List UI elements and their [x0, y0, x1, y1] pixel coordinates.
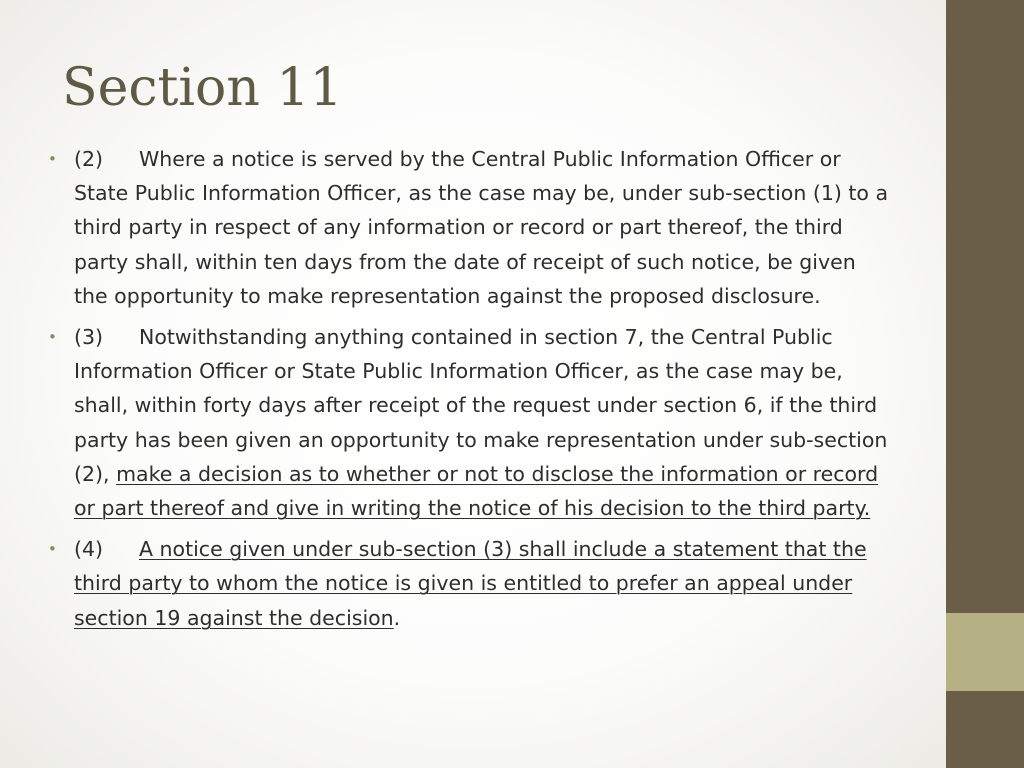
- bullet-dot-icon: •: [48, 328, 57, 347]
- clause-underlined-text: make a decision as to whether or not to disclose the information or record or part thereof and give in writing the notice of his decision to the third party.: [74, 461, 879, 521]
- clause-tail-text: .: [393, 605, 401, 630]
- clause-text: Where a notice is served by the Central Public Information Officer or State Public Information Officer, as the case may be, under sub-section (1) to a third party in respect of any information or record or part thereof, the third party shall, within ten days from the date of receipt of such notice, be given the opportunity to make representation against the proposed disclosure.: [74, 147, 889, 308]
- bullet-item: [48, 142, 894, 313]
- clause-text: Notwithstanding anything contained in section 7, the Central Public Information Officer or State Public Information Officer, as the case may be, shall, within forty days after receipt of the request under section 6, if the third party has been given an opportunity to make representation under sub-section (2),: [74, 325, 888, 486]
- clause-underlined-text: A notice given under sub-section (3) shall include a statement that the third party to whom the notice is given is entitled to prefer an appeal under section 19 against the decision: [74, 537, 867, 630]
- bullet-item: [48, 320, 894, 525]
- slide-title: Section 11: [62, 58, 343, 118]
- sidebar-decoration: [946, 0, 1024, 768]
- clause-number: (2): [74, 147, 104, 171]
- bullet-dot-icon: •: [48, 540, 57, 559]
- clause-number: (3): [74, 325, 104, 350]
- bullet-dot-icon: •: [48, 150, 57, 168]
- bullet-item: [48, 532, 894, 635]
- sidebar-accent-block: [946, 613, 1024, 691]
- bullet-list: [48, 142, 894, 642]
- clause-number: (4): [74, 537, 104, 562]
